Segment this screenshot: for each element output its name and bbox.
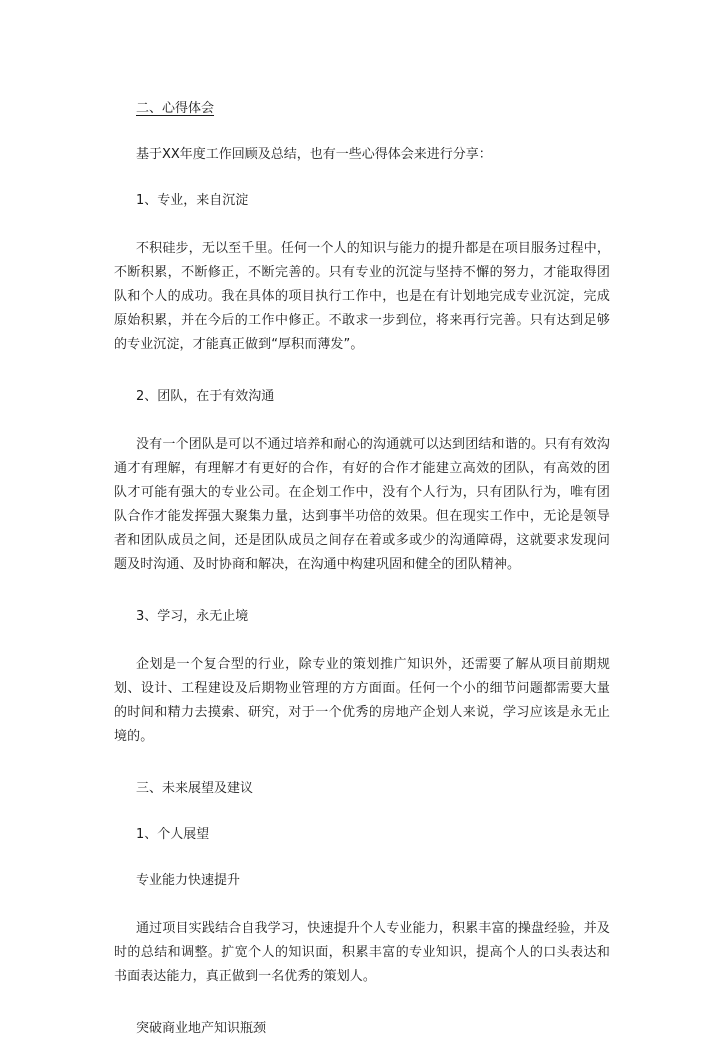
item-1-heading: 1、专业，来自沉淀 [136, 193, 249, 208]
item-3-body: 企划是一个复合型的行业，除专业的策划推广知识外，还需要了解从项目前期规划、设计、工程建设及后期物业管理的方方面面。任何一个小的细节问题都需要大量的时间和精力去摸索、研究，对于一个优秀的房地产企划人来说，学习应该是永无止境的。 [114, 657, 610, 744]
topic-1-heading: 专业能力快速提升 [136, 873, 241, 888]
section-2-intro: 基于XX年度工作回顾及总结，也有一些心得体会来进行分享： [136, 147, 492, 162]
section-3-title: 三、未来展望及建议 [136, 781, 254, 796]
item-2-heading: 2、团队，在于有效沟通 [136, 389, 275, 404]
item-2-body: 没有一个团队是可以不通过培养和耐心的沟通就可以达到团结和谐的。只有有效沟通才有理解，有理解才有更好的合作，有好的合作才能建立高效的团队，有高效的团队才可能有强大的专业公司。在企划工作中，没有个人行为，只有团队行为，唯有团队合作才能发挥强大聚集力量，达到事半功倍的效果。但在现实工作中，无论是领导者和团队成员之间，还是团队成员之间存在着或多或少的沟通障碍，这就要求发现问题及时沟通、及时协商和解决，在沟通中构建巩固和健全的团队精神。 [114, 437, 610, 572]
topic-2-heading: 突破商业地产知识瓶颈 [136, 1021, 267, 1036]
section-2-title: 二、心得体会 [136, 101, 215, 116]
sub-1-heading: 1、个人展望 [136, 827, 210, 842]
item-1-body: 不积硅步，无以至千里。任何一个人的知识与能力的提升都是在项目服务过程中，不断积累，不断修正，不断完善的。只有专业的沉淀与坚持不懈的努力，才能取得团队和个人的成功。我在具体的项目执行工作中，也是在有计划地完成专业沉淀，完成原始积累，并在今后的工作中修正。不敢求一步到位，将来再行完善。只有达到足够的专业沉淀，才能真正做到“厚积而薄发”。 [114, 241, 610, 352]
topic-1-body: 通过项目实践结合自我学习，快速提升个人专业能力，积累丰富的操盘经验，并及时的总结和调整。扩宽个人的知识面，积累丰富的专业知识，提高个人的口头表达和书面表达能力，真正做到一名优秀的策划人。 [114, 921, 610, 984]
item-3-heading: 3、学习，永无止境 [136, 609, 249, 624]
